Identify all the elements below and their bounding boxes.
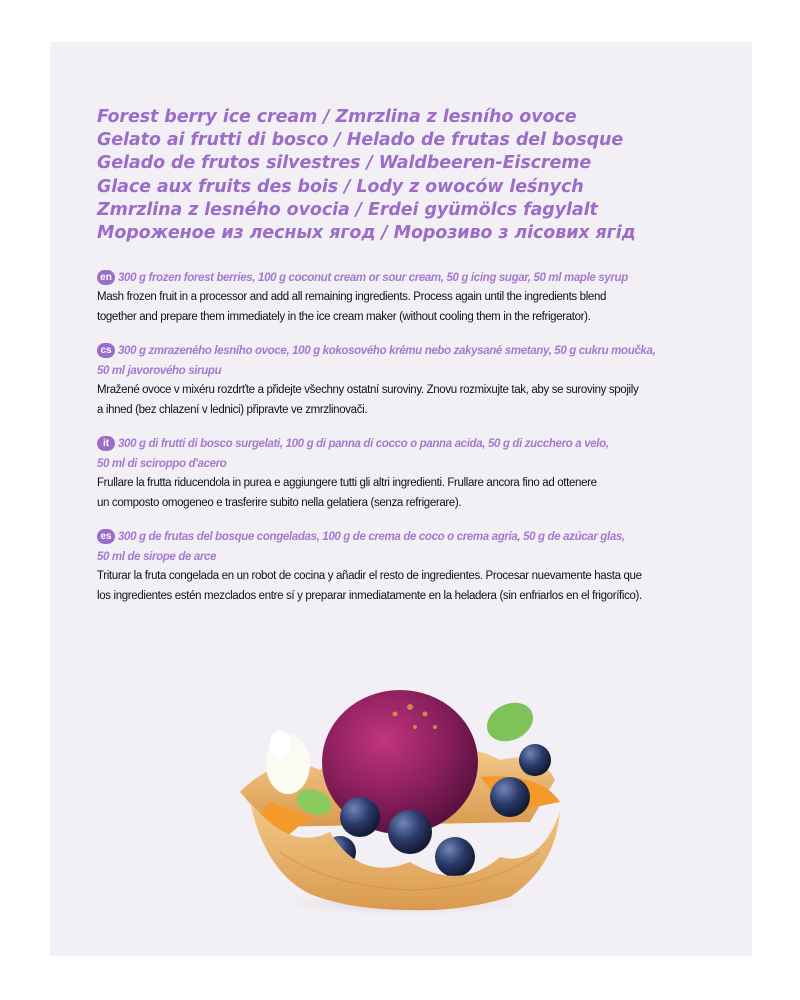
method-line: los ingredientes estén mezclados entre sí y preparar inmediatamente en la heladera (sin enfriarlos en el frigorífico). [97,589,642,602]
language-badge-en: en [97,270,115,285]
title-line: Мороженое из лесных ягод / Морозиво з лісових ягід [97,223,636,244]
ingredients [97,527,697,547]
ingredients-line: 300 g de frutas del bosque congeladas, 100 g de crema de coco o crema agria, 50 g de azúcar glas, [118,531,625,543]
method-line: together and prepare them immediately in the ice cream maker (without cooling them in the refrigerator). [97,310,591,323]
ingredients [97,434,697,454]
language-badge-it: it [97,436,115,451]
recipe-list [97,268,697,620]
ingredients-line: 300 g di frutti di bosco surgelati, 100 g di panna di cocco o panna acida, 50 g di zucchero a velo, [118,438,609,450]
ingredients-line: 300 g zmrazeného lesního ovoce, 100 g kokosového krému nebo zakysané smetany, 50 g cukru moučka, [118,345,656,357]
title-line: Gelato ai frutti di bosco / Helado de frutas del bosque [97,130,624,151]
title-line: Zmrzlina z lesného ovocia / Erdei gyümölcs fagylalt [97,199,598,220]
recipe-it [97,434,697,513]
language-badge-cs: cs [97,343,115,358]
language-badge-es: es [97,529,115,544]
title-line: Forest berry ice cream / Zmrzlina z lesního ovoce [97,107,577,127]
ingredients-line: 300 g frozen forest berries, 100 g coconut cream or sour cream, 50 g icing sugar, 50 ml maple syrup [118,272,628,284]
recipe-titles [97,106,717,245]
ice-cream-photo [210,652,590,922]
recipe-es [97,527,697,606]
ingredients-line: 50 ml javorového sirupu [97,365,222,377]
ingredients [97,341,697,361]
method-line: Triturar la fruta congelada en un robot de cocina y añadir el resto de ingredientes. Procesar nuevamente hasta que [97,570,642,582]
method-line: un composto omogeneo e trasferire subito nella gelatiera (senza refrigerare). [97,496,462,509]
recipe-page [50,42,752,956]
recipe-cs [97,341,697,420]
ingredients-line: 50 ml de sirope de arce [97,551,217,563]
ingredients [97,268,697,288]
method-line: Frullare la frutta riducendola in purea e aggiungere tutti gli altri ingredienti. Frullare ancora fino ad ottenere [97,477,597,489]
method-line: Mražené ovoce v mixéru rozdrťte a přidejte všechny ostatní suroviny. Znovu rozmixujte tak, aby se suroviny spojily [97,384,639,396]
title-line: Gelado de frutos silvestres / Waldbeeren-Eiscreme [97,153,592,174]
method-line: Mash frozen fruit in a processor and add all remaining ingredients. Process again until the ingredients blend [97,291,607,303]
title-line: Glace aux fruits des bois / Lody z owoców leśnych [97,176,584,197]
recipe-en [97,268,697,327]
ingredients-line: 50 ml di sciroppo d'acero [97,458,227,470]
method-line: a ihned (bez chlazení v lednici) připravte ve zmrzlinovači. [97,403,368,416]
